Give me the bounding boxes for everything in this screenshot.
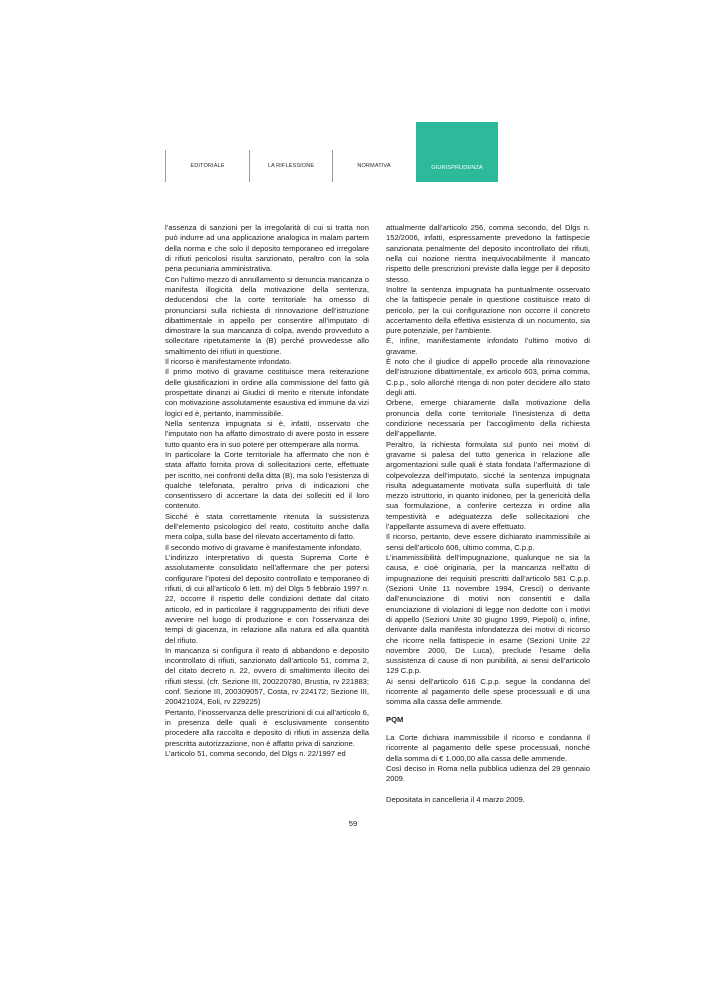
paragraph: Pertanto, l’inosservanza delle prescrizioni di cui all’articolo 6, in presenza delle quali è esclusivamente consentito procedere alla raccolta e deposito di rifiuti in assenza della prescritta autorizzazione, non è affatto priva di sanzione.	[165, 707, 369, 748]
tab-giurisprudenza[interactable]: GIURISPRUDENZA	[416, 122, 498, 182]
tab-la-riflessione[interactable]: LA RIFLESSIONE	[249, 150, 332, 182]
paragraph: È noto che il giudice di appello procede alla rinnovazione dell’istruzione dibattimentale, ex articolo 603, prima comma, C.p.p., solo allorché ritenga di non poter decidere allo stato degli atti.	[386, 357, 590, 397]
paragraph: Orbene, emerge chiaramente dalla motivazione della pronuncia della corte territoriale l’inesistenza di detta condizione necessaria per l’accoglimento della richiesta dell’appellante.	[386, 398, 590, 439]
paragraph: Con l’ultimo mezzo di annullamento si denuncia mancanza o manifesta illogicità della motivazione della sentenza, deducendosi che la corte territoriale ha omesso di pronunciarsi sulla richiesta di rinnovazione dell’istruzione dibattimentale in appello per consentire all’imputato di dimostrare la sua mancanza di colpa, avendo provveduto a sollecitare ripetutamente la (B) perché provvedesse allo smaltimento dei rifiuti in questione.	[165, 274, 369, 356]
tab-normativa[interactable]: NORMATIVA	[332, 150, 415, 182]
paragraph: In particolare la Corte territoriale ha affermato che non è stata affatto fornita prova di sollecitazioni certe, effettuate per iscritto, nei confronti della ditta (B), ma solo l’esistenza di qualche telefonata, peraltro priva di indicazioni che consentissero di accertare la data dei solleciti ed il loro contenuto.	[165, 449, 369, 511]
paragraph: Così deciso in Roma nella pubblica udienza del 29 gennaio 2009.	[386, 763, 590, 784]
paragraph: l’assenza di sanzioni per la irregolarità di cui si tratta non può indurre ad una applicazione analogica in malam partem della norma e che solo il deposito temporaneo ed irregolare di rifiuti pericolosi risulta sanzionato, peraltro con la sola pena pecuniaria amministrativa.	[165, 223, 369, 274]
paragraph: Nella sentenza impugnata si è, infatti, osservato che l’imputato non ha affatto dimostrato di avere posto in essere tutto quanto era in suo potere per ottemperare alla norma.	[165, 418, 369, 449]
paragraph: È, infine, manifestamente infondato l’ultimo motivo di gravame.	[386, 336, 590, 356]
paragraph: La Corte dichiara inammissibile il ricorso e condanna il ricorrente al pagamento delle spese processuali, nonché della somma di € 1.000,00 alla cassa delle ammende.	[386, 733, 590, 763]
paragraph: Il secondo motivo di gravame è manifestamente infondato.	[165, 542, 362, 552]
section-nav	[165, 150, 498, 182]
paragraph: L’indirizzo interpretativo di questa Suprema Corte è assolutamente consolidato nell’affermare che per potersi configurare l’ipotesi del deposito controllato e temporaneo di rifiuti, di cui all’articolo 6 lett. m) del Dlgs 5 febbraio 1997 n. 22, occorre il rispetto delle condizioni dettate dal citato articolo, ed in particolare il raggruppamento dei rifiuti deve avvenire nel luogo di produzione e con l’osservanza dei tempi di giacenza, in relazione alla natura ed alla quantità del rifiuto.	[165, 553, 369, 645]
pqm-heading: PQM	[386, 714, 404, 724]
paragraph: Peraltro, la richiesta formulata sul punto nei motivi di gravame si palesa del tutto generica in relazione alle argomentazioni sulle quali è stata fondata l’affermazione di colpevolezza dell’imputato, sicché la sentenza impugnata risulta adeguatamente motivata sulla superfluità di tale mezzo istruttorio, in quanto inidoneo, per la genericità della sua formulazione, a conferire certezza in ordine alla tempestività e adeguatezza delle sollecitazioni che l’appellante assumeva di avere effettuato.	[386, 439, 590, 532]
deposit-note: Depositata in cancelleria il 4 marzo 2009.	[386, 794, 525, 804]
paragraph: attualmente dall’articolo 256, comma secondo, del Dlgs n. 152/2006, infatti, espressamente prevedono la fattispecie sanzionata penalmente del deposito incontrollato dei rifiuti, nella cui nozione rientra inequivocabilmente il mancato rispetto delle prescrizioni previste dalla legge per il deposito stesso.	[386, 223, 590, 284]
paragraph: L’inammissibilità dell’impugnazione, qualunque ne sia la causa, e cioè originaria, per la mancanza nell’atto di impugnazione dei requisiti prescritti dall’articolo 581 C.p.p. (Sezioni Unite 11 novembre 1994, Cresci) o derivante dall’enunciazione di motivi non consentiti e dalla enunciazione di violazioni di legge non dedotte con i motivi di appello (Sezioni Unite 30 giugno 1999, Piepoli) o, infine, derivante dalla manifesta infondatezza dei motivi di ricorso che ricorre nella fattispecie in esame (Sezioni Unite 22 novembre 2000, De Luca), preclude l’esame della sussistenza di cause di non punibilità, ai sensi dell’articolo 129 C.p.p.	[386, 553, 590, 676]
paragraph: Inoltre la sentenza impugnata ha puntualmente osservato che la fattispecie penale in questione costituisce reato di pericolo, per la cui configurazione non occorre il concreto accertamento della effettiva esistenza di un nocumento, sia pure potenziale, per l’ambiente.	[386, 284, 590, 336]
paragraph: In mancanza si configura il reato di abbandono e deposito incontrollato di rifiuti, sanzionato dall’articolo 51, comma 2, del citato decreto n. 22, ovvero di smaltimento illecito dei rifiuti stessi. (cfr. Sezione III, 200220780, Brustia, rv 221883; conf. Sezione III, 200309057, Costa, rv 224172; Sezione III, 200421024, Eoli, rv 229225)	[165, 645, 369, 707]
paragraph: Il primo motivo di gravame costituisce mera reiterazione delle giustificazioni in ordine alla commissione del fatto già prospettate dinanzi ai Giudici di merito e ritenute infondate con motivazione assolutamente esaustiva ed immune da vizi logici ed è, pertanto, inammissibile.	[165, 367, 369, 418]
page-number: 59	[348, 819, 358, 828]
tab-editoriale[interactable]: EDITORIALE	[165, 150, 249, 182]
paragraph: L’articolo 51, comma secondo, del Dlgs n. 22/1997 ed	[165, 748, 346, 758]
right-column	[386, 223, 590, 805]
paragraph: Sicché è stata correttamente ritenuta la sussistenza dell’elemento psicologico del reato, costituito anche dalla mera colpa, sulla base del rilevato accertamento di fatto.	[165, 511, 369, 542]
left-column	[165, 223, 369, 759]
paragraph: Il ricorso è manifestamente infondato.	[165, 357, 292, 367]
paragraph: Il ricorso, pertanto, deve essere dichiarato inammissibile ai sensi dell’articolo 606, ultimo comma, C.p.p.	[386, 532, 590, 552]
paragraph: Ai sensi dell’articolo 616 C.p.p. segue la condanna del ricorrente al pagamento delle spese processuali e di una somma alla cassa delle ammende.	[386, 676, 590, 707]
